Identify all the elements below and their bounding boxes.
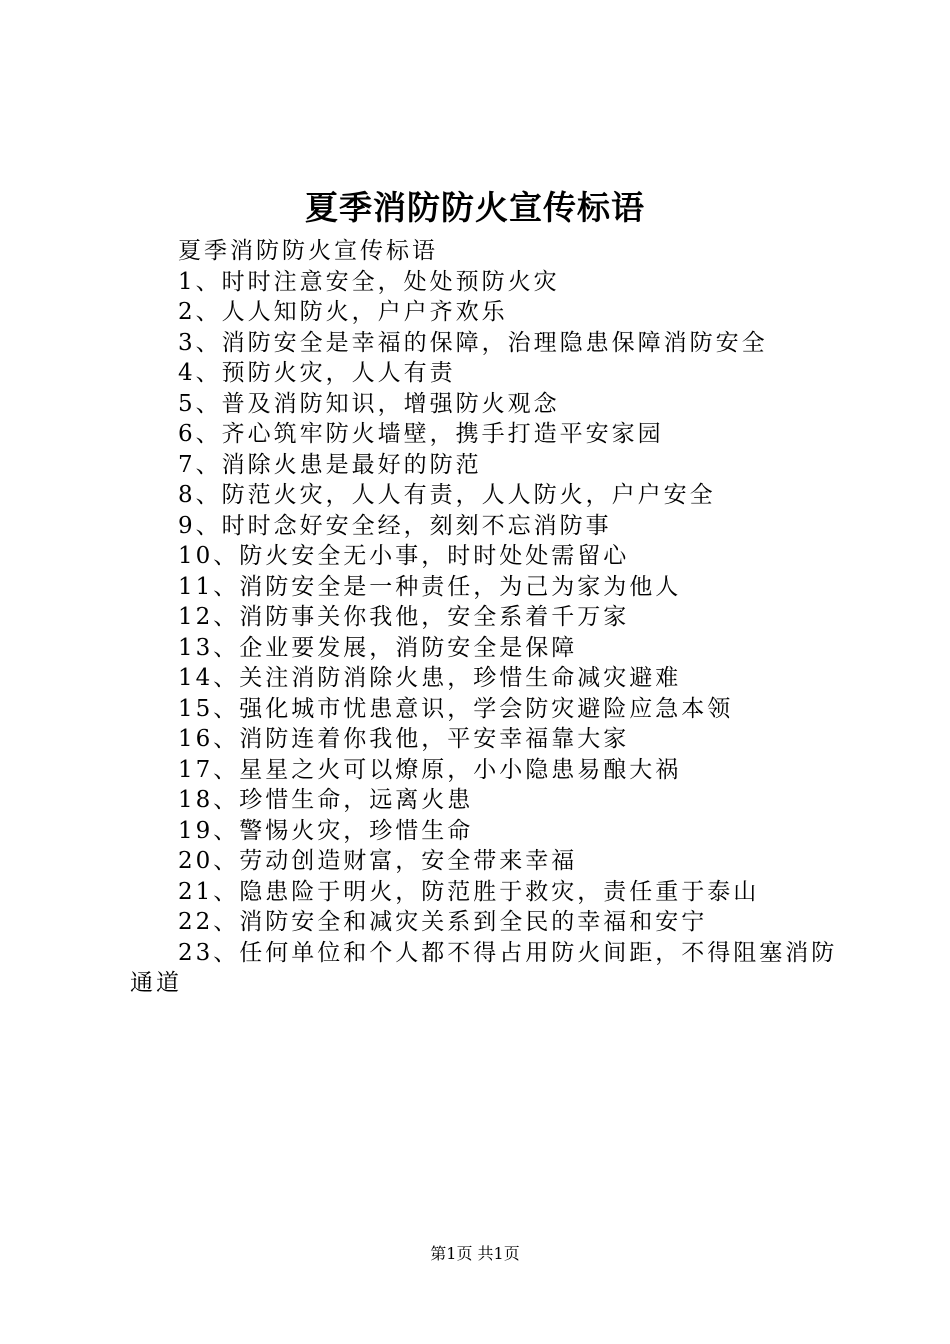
slogan-item: 1、时时注意安全，处处预防火灾 — [178, 268, 560, 295]
slogan-item: 9、时时念好安全经，刻刻不忘消防事 — [178, 512, 612, 539]
slogan-item: 22、消防安全和减灾关系到全民的幸福和安宁 — [178, 909, 708, 935]
slogan-item: 4、预防火灾，人人有责 — [178, 360, 456, 386]
slogan-item: 18、珍惜生命，远离火患 — [178, 787, 474, 813]
slogan-item: 10、防火安全无小事，时时处处需留心 — [178, 543, 630, 569]
page-footer: 第1页 共1页 — [430, 1244, 520, 1263]
slogan-item: 11、消防安全是一种责任，为己为家为他人 — [178, 573, 682, 600]
slogan-item-wrapped: 23、任何单位和个人都不得占用防火间距，不得阻塞消防通道 — [130, 939, 838, 996]
slogan-item: 14、关注消防消除火患，珍惜生命减灾避难 — [178, 665, 682, 691]
slogan-item: 6、齐心筑牢防火墙壁，携手打造平安家园 — [178, 421, 664, 447]
document-title: 夏季消防防火宣传标语 — [305, 188, 645, 227]
slogan-item: 21、隐患险于明火，防范胜于救灾，责任重于泰山 — [178, 878, 760, 905]
slogan-item: 5、普及消防知识，增强防火观念 — [178, 390, 560, 417]
slogan-item: 15、强化城市忧患意识，学会防灾避险应急本领 — [178, 695, 734, 722]
slogan-item: 13、企业要发展，消防安全是保障 — [178, 634, 578, 661]
slogan-item: 19、警惕火灾，珍惜生命 — [178, 817, 474, 844]
slogan-item: 12、消防事关你我他，安全系着千万家 — [178, 604, 630, 630]
slogan-item: 7、消除火患是最好的防范 — [178, 451, 482, 478]
intro-line: 夏季消防防火宣传标语 — [178, 238, 438, 264]
slogan-item: 16、消防连着你我他，平安幸福靠大家 — [178, 726, 630, 752]
slogan-item: 2、人人知防火，户户齐欢乐 — [178, 299, 508, 325]
document-body — [130, 236, 840, 999]
slogan-item: 3、消防安全是幸福的保障，治理隐患保障消防安全 — [178, 329, 768, 356]
slogan-item: 17、星星之火可以燎原，小小隐患易酿大祸 — [178, 756, 682, 783]
slogan-item: 8、防范火灾，人人有责，人人防火，户户安全 — [178, 482, 716, 508]
slogan-item: 20、劳动创造财富，安全带来幸福 — [178, 848, 578, 874]
